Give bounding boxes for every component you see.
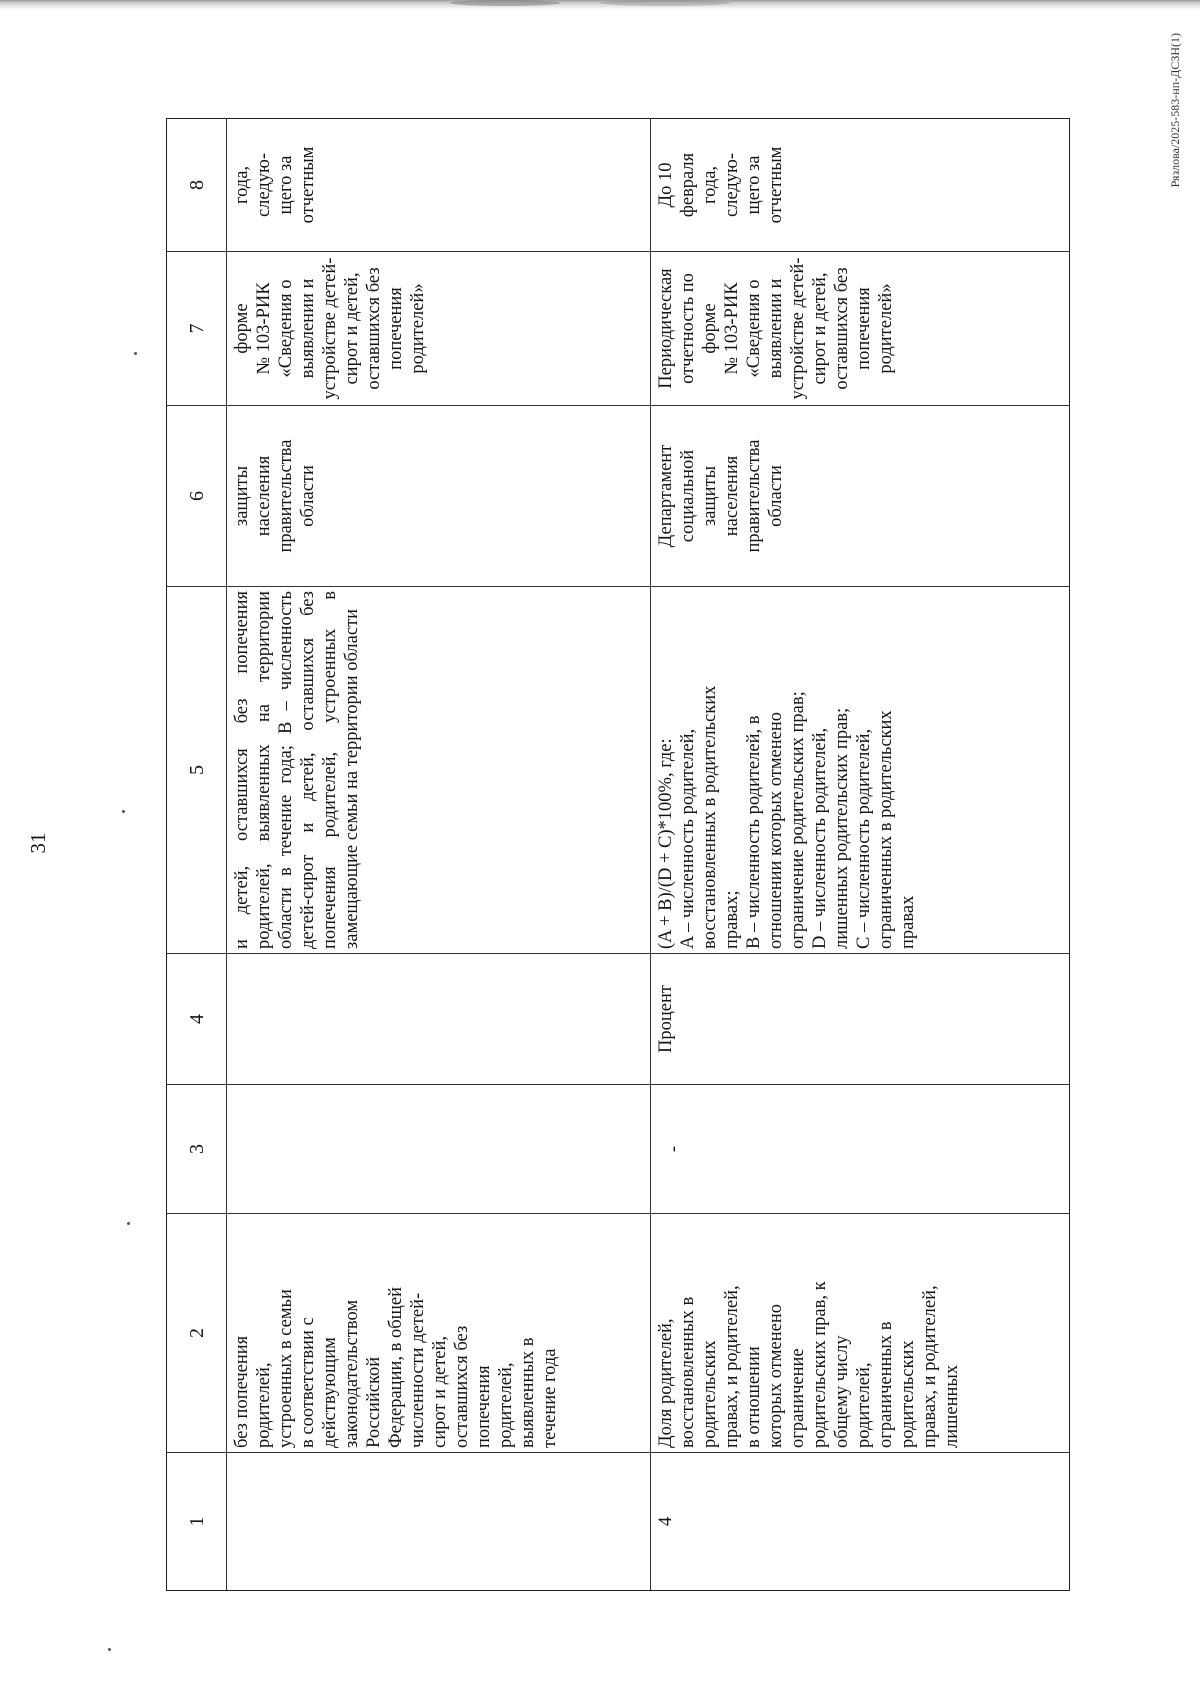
row2-responsible: Департамент социальной защиты населения правительства области bbox=[651, 405, 1069, 586]
indicator-table bbox=[166, 118, 1070, 1591]
row2-deadline: До 10 февраля года, следую- щего за отчетным bbox=[656, 146, 786, 224]
header-col-1: 1 bbox=[167, 1452, 227, 1590]
header-col-5: 5 bbox=[167, 586, 227, 953]
header-col-3: 3 bbox=[167, 1084, 227, 1213]
header-col-8: 8 bbox=[167, 119, 227, 251]
row1-responsible: защиты населения правительства области bbox=[227, 405, 651, 586]
row2-number: 4 bbox=[651, 1452, 1069, 1590]
row2-unit-code: - bbox=[651, 1084, 1069, 1213]
header-col-6: 6 bbox=[167, 405, 227, 586]
row1-indicator-name: без попечения родителей, устроенных в семьи в соответствии с действующим законодательством Российской Федерации, в общей численности детей- сирот и детей, оставшихся без попечения родителей, выявленных в течение года bbox=[227, 1213, 651, 1452]
header-col-2: 2 bbox=[167, 1213, 227, 1452]
header-col-4: 4 bbox=[167, 953, 227, 1084]
footer-document-code: Рязлова/2025-583-нп-ДСЗН(1) bbox=[1168, 33, 1182, 188]
row1-unit-code bbox=[227, 1084, 651, 1213]
row2-formula: (A + B)/(D + C)*100%, где: A – численность родителей, восстановленных в родительских правах; B – численность родителей, в отношении которых отменено ограничение родительских прав; D – численность родителей, лишенных родительских прав; C – численность родителей, ограниченных в родительских правах bbox=[651, 586, 1069, 953]
row1-number bbox=[227, 1452, 651, 1590]
row1-source: форме № 103-РИК «Сведения о выявлении и устройстве детей- сирот и детей, оставшихся без попечения родителей» bbox=[227, 251, 651, 405]
header-col-7: 7 bbox=[167, 251, 227, 405]
row2-source: Периодическая отчетность по форме № 103-РИК «Сведения о выявлении и устройстве детей- сирот и детей, оставшихся без попечения родителей» bbox=[651, 251, 1069, 405]
page-number: 31 bbox=[26, 832, 50, 854]
row1-unit bbox=[227, 953, 651, 1084]
row1-deadline: года, следую- щего за отчетным bbox=[227, 119, 651, 251]
row2-unit: Процент bbox=[651, 953, 1069, 1084]
row2-indicator-name: Доля родителей, восстановленных в родительских правах, и родителей, в отношении которых отменено ограничение родительских прав, к общему числу родителей, ограниченных в родительских правах, и родителей, лишенных bbox=[651, 1213, 1069, 1452]
row1-formula: и детей, оставшихся без попечения родителей, выявленных на территории области в течение года; B – численность детей-сирот и детей, оставшихся без попечения родителей, устроенных в замещающие семьи на территории области bbox=[227, 586, 651, 953]
